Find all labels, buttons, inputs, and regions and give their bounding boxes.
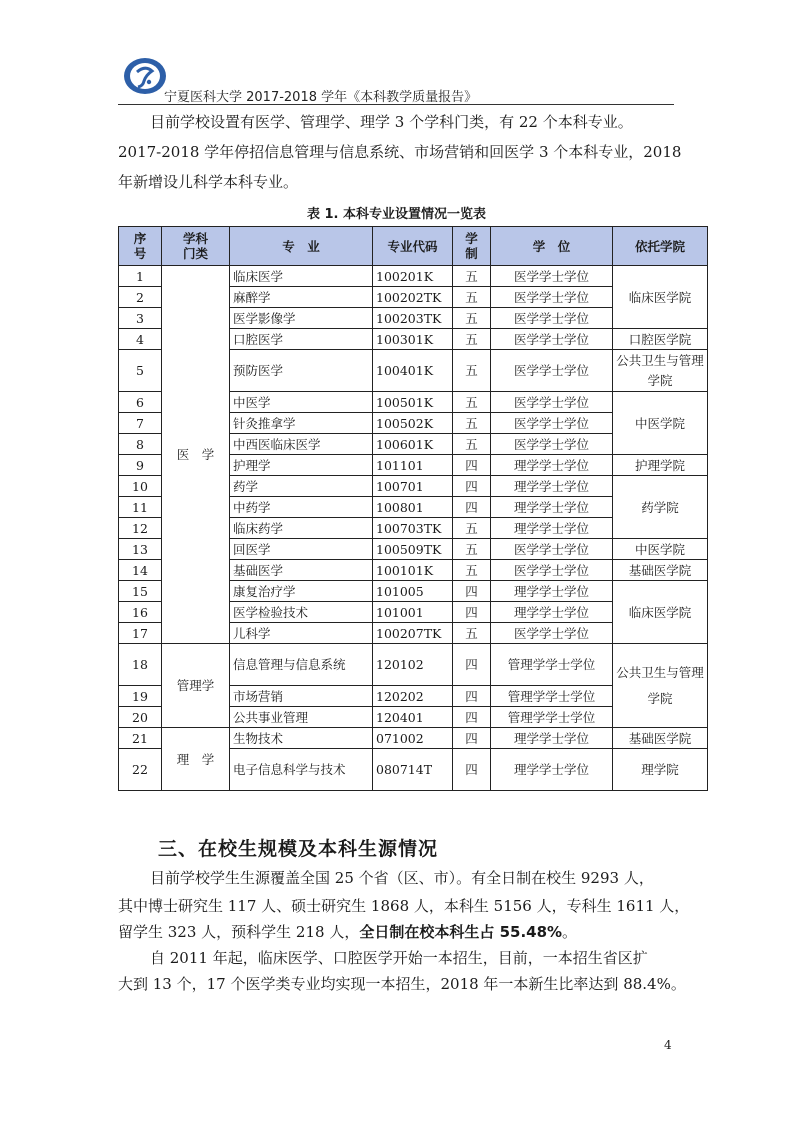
cell-discipline-management: 管理学 [162,644,230,728]
cell-major: 中西医临床医学 [230,434,373,455]
table-row [119,266,708,287]
cell-degree: 管理学学士学位 [491,686,613,707]
cell-major: 临床医学 [230,266,373,287]
cell-code: 101001 [373,602,453,623]
cell-code: 080714T [373,749,453,791]
cell-major: 回医学 [230,539,373,560]
cell-degree: 理学学士学位 [491,476,613,497]
section3-highlight: 全日制在校本科生占 55.48% [359,923,563,941]
cell-major: 医学影像学 [230,308,373,329]
cell-major: 预防医学 [230,350,373,392]
cell-seq: 3 [119,308,162,329]
header-discipline: 学科 门类 [162,227,230,266]
cell-seq: 1 [119,266,162,287]
cell-code: 100601K [373,434,453,455]
cell-major: 生物技术 [230,728,373,749]
cell-discipline-medicine: 医 学 [162,266,230,644]
cell-major: 口腔医学 [230,329,373,350]
section3-p2-line-2: 大到 13 个，17 个医学类专业均实现一本招生，2018 年一本新生比率达到 88.4%。 [118,975,686,993]
cell-major: 公共事业管理 [230,707,373,728]
cell-duration: 五 [453,308,491,329]
cell-duration: 四 [453,476,491,497]
cell-duration: 五 [453,518,491,539]
cell-degree: 理学学士学位 [491,728,613,749]
cell-college: 药学院 [613,476,708,539]
section3-p2-line-1: 自 2011 年起，临床医学、口腔医学开始一本招生，目前，一本招生省区扩 [150,949,648,967]
cell-degree: 医学学士学位 [491,308,613,329]
cell-seq: 15 [119,581,162,602]
table-header-row [119,227,708,266]
cell-college: 临床医学院 [613,581,708,644]
cell-code: 120401 [373,707,453,728]
cell-major: 基础医学 [230,560,373,581]
cell-major: 麻醉学 [230,287,373,308]
cell-code: 100501K [373,392,453,413]
cell-degree: 理学学士学位 [491,497,613,518]
cell-major: 电子信息科学与技术 [230,749,373,791]
cell-degree: 医学学士学位 [491,623,613,644]
cell-major: 儿科学 [230,623,373,644]
cell-degree: 理学学士学位 [491,602,613,623]
cell-duration: 四 [453,581,491,602]
cell-duration: 五 [453,287,491,308]
cell-code: 100301K [373,329,453,350]
cell-code: 100701 [373,476,453,497]
cell-seq: 22 [119,749,162,791]
cell-degree: 医学学士学位 [491,539,613,560]
section3-p1-line-3 [118,922,577,942]
cell-code: 100203TK [373,308,453,329]
cell-duration: 四 [453,728,491,749]
cell-major: 针灸推拿学 [230,413,373,434]
cell-duration: 五 [453,560,491,581]
cell-code: 100509TK [373,539,453,560]
cell-duration: 五 [453,329,491,350]
section3-p1-line-3-c: 。 [562,923,578,941]
cell-seq: 6 [119,392,162,413]
cell-degree: 管理学学士学位 [491,644,613,686]
cell-college: 基础医学院 [613,728,708,749]
section3-p1-line-1: 目前学校学生生源覆盖全国 25 个省（区、市）。有全日制在校生 9293 人， [150,869,654,887]
cell-duration: 四 [453,749,491,791]
cell-duration: 四 [453,686,491,707]
cell-code: 071002 [373,728,453,749]
cell-seq: 8 [119,434,162,455]
cell-degree: 医学学士学位 [491,329,613,350]
cell-major: 护理学 [230,455,373,476]
cell-code: 100201K [373,266,453,287]
cell-degree: 理学学士学位 [491,749,613,791]
cell-duration: 五 [453,434,491,455]
cell-major: 康复治疗学 [230,581,373,602]
cell-code: 100401K [373,350,453,392]
cell-major: 药学 [230,476,373,497]
cell-degree: 医学学士学位 [491,434,613,455]
cell-degree: 医学学士学位 [491,287,613,308]
cell-degree: 理学学士学位 [491,455,613,476]
cell-duration: 五 [453,392,491,413]
cell-seq: 11 [119,497,162,518]
cell-seq: 13 [119,539,162,560]
cell-seq: 21 [119,728,162,749]
majors-table [118,226,708,791]
header-degree: 学 位 [491,227,613,266]
cell-duration: 四 [453,644,491,686]
cell-seq: 4 [119,329,162,350]
cell-major: 信息管理与信息系统 [230,644,373,686]
cell-college: 临床医学院 [613,266,708,329]
cell-duration: 四 [453,455,491,476]
cell-seq: 19 [119,686,162,707]
cell-degree: 理学学士学位 [491,581,613,602]
cell-duration: 五 [453,413,491,434]
cell-code: 100101K [373,560,453,581]
cell-college: 理学院 [613,749,708,791]
cell-code: 100207TK [373,623,453,644]
cell-college: 中医学院 [613,539,708,560]
cell-duration: 五 [453,623,491,644]
cell-major: 中药学 [230,497,373,518]
section3-p1-line-3-a: 留学生 323 人，预科学生 218 人， [118,923,360,941]
header-rule [118,104,674,105]
cell-seq: 5 [119,350,162,392]
table-caption: 表 1. 本科专业设置情况一览表 [306,207,487,222]
cell-college: 公共卫生与管理学院 [613,644,708,728]
cell-degree: 医学学士学位 [491,350,613,392]
header-code: 专业代码 [373,227,453,266]
cell-code: 100703TK [373,518,453,539]
cell-college: 中医学院 [613,392,708,455]
section-heading: 三、在校生规模及本科生源情况 [158,838,439,860]
cell-degree: 医学学士学位 [491,266,613,287]
cell-seq: 12 [119,518,162,539]
cell-seq: 17 [119,623,162,644]
cell-seq: 10 [119,476,162,497]
table-row [119,728,708,749]
intro-line-3: 年新增设儿科学本科专业。 [118,173,299,191]
cell-seq: 18 [119,644,162,686]
cell-code: 100801 [373,497,453,518]
cell-duration: 四 [453,602,491,623]
header-major: 专 业 [230,227,373,266]
cell-code: 100502K [373,413,453,434]
cell-duration: 五 [453,350,491,392]
cell-college: 基础医学院 [613,560,708,581]
cell-major: 中医学 [230,392,373,413]
cell-degree: 医学学士学位 [491,560,613,581]
cell-college: 公共卫生与管理学院 [613,350,708,392]
table-row [119,644,708,686]
cell-seq: 20 [119,707,162,728]
cell-duration: 四 [453,707,491,728]
header-seq: 序 号 [119,227,162,266]
cell-code: 120202 [373,686,453,707]
section3-p1-line-2: 其中博士研究生 117 人、硕士研究生 1868 人，本科生 5156 人，专科生 1611 人， [118,897,690,915]
cell-code: 101005 [373,581,453,602]
cell-degree: 管理学学士学位 [491,707,613,728]
cell-code: 100202TK [373,287,453,308]
cell-major: 临床药学 [230,518,373,539]
cell-code: 120102 [373,644,453,686]
cell-seq: 2 [119,287,162,308]
cell-degree: 医学学士学位 [491,392,613,413]
cell-code: 101101 [373,455,453,476]
university-logo-icon [122,56,168,96]
header-college: 依托学院 [613,227,708,266]
cell-duration: 五 [453,266,491,287]
cell-degree: 医学学士学位 [491,413,613,434]
cell-college: 口腔医学院 [613,329,708,350]
cell-major: 市场营销 [230,686,373,707]
cell-college: 护理学院 [613,455,708,476]
header-title: 宁夏医科大学 2017-2018 学年《本科教学质量报告》 [164,90,478,105]
header-duration: 学 制 [453,227,491,266]
cell-duration: 五 [453,539,491,560]
cell-duration: 四 [453,497,491,518]
cell-degree: 理学学士学位 [491,518,613,539]
cell-major: 医学检验技术 [230,602,373,623]
intro-line-2: 2017-2018 学年停招信息管理与信息系统、市场营销和回医学 3 个本科专业，2018 [118,143,682,161]
intro-line-1: 目前学校设置有医学、管理学、理学 3 个学科门类，有 22 个本科专业。 [150,113,633,131]
page-number: 4 [664,1038,672,1052]
cell-seq: 16 [119,602,162,623]
cell-seq: 9 [119,455,162,476]
cell-seq: 7 [119,413,162,434]
cell-discipline-science: 理 学 [162,728,230,791]
cell-seq: 14 [119,560,162,581]
